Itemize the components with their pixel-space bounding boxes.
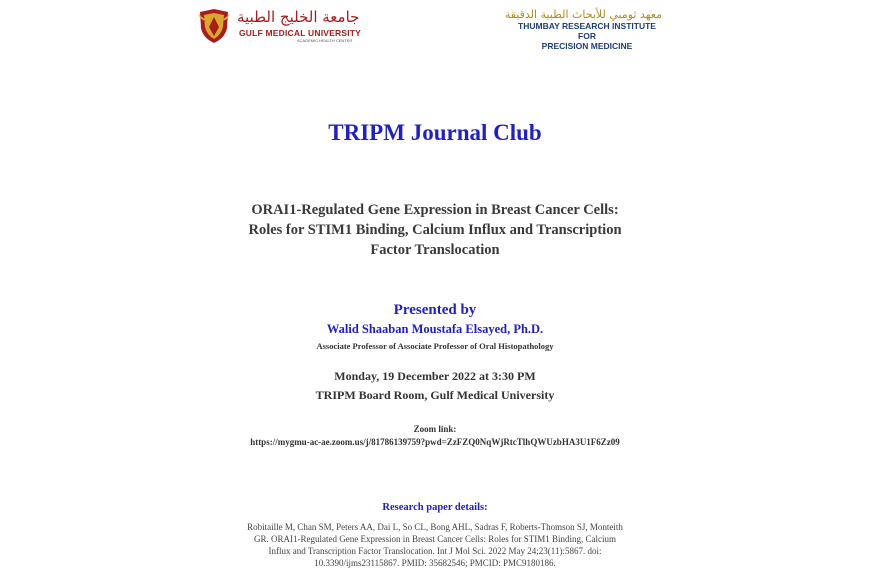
thumbay-name-line3: PRECISION MEDICINE bbox=[541, 41, 633, 51]
citation-line: Influx and Transcription Factor Translocation. Int J Mol Sci. 2022 May 24;23(11):5867. doi: bbox=[268, 546, 602, 556]
citation-line: 10.3390/ijms23115867. PMID: 35682546; PMCID: PMC9180186. bbox=[314, 558, 556, 568]
zoom-link-label: Zoom link: bbox=[413, 424, 457, 434]
gmu-arabic-name: جامعة الخليج الطبية bbox=[237, 8, 360, 26]
citation-line: GR. ORAI1-Regulated Gene Expression in Breast Cancer Cells: Roles for STIM1 Binding, Calcium bbox=[254, 534, 616, 544]
thumbay-institute-logo bbox=[504, 8, 662, 64]
presented-by-heading: Presented by bbox=[393, 302, 477, 318]
event-datetime: Monday, 19 December 2022 at 3:30 PM bbox=[334, 369, 536, 383]
thumbay-arabic-name: معهد ثومبي للأبحاث الطبية الدقيقة bbox=[504, 8, 662, 21]
university-crest-icon bbox=[197, 8, 231, 44]
zoom-link[interactable]: https://mygmu-ac-ae.zoom.us/j/81786139759?pwd=ZzFZQ0NqWjRtcTlhQWUzbHA3U1F6Zz09 bbox=[250, 437, 620, 447]
page-title: TRIPM Journal Club bbox=[328, 120, 542, 145]
gmu-english-name: GULF MEDICAL UNIVERSITY bbox=[239, 28, 362, 38]
presenter-name: Walid Shaaban Moustafa Elsayed, Ph.D. bbox=[326, 322, 544, 336]
event-venue: TRIPM Board Room, Gulf Medical University bbox=[315, 388, 555, 402]
paper-title-line3: Factor Translocation bbox=[370, 242, 500, 258]
gulf-medical-university-logo bbox=[197, 8, 372, 44]
thumbay-name-line1: THUMBAY RESEARCH INSTITUTE bbox=[518, 21, 656, 31]
paper-title-line2: Roles for STIM1 Binding, Calcium Influx and Transcription bbox=[248, 222, 622, 238]
presenter-role: Associate Professor of Associate Professor of Oral Histopathology bbox=[316, 341, 554, 351]
gmu-subtitle: ACADEMIC HEALTH CENTER bbox=[297, 38, 353, 43]
paper-title-line1: ORAI1-Regulated Gene Expression in Breast Cancer Cells: bbox=[251, 202, 619, 218]
citation-line: Robitaille M, Chan SM, Peters AA, Dai L, So CL, Bong AHL, Sadras F, Roberts-Thomson SJ, Monteith bbox=[247, 522, 623, 532]
research-details-heading: Research paper details: bbox=[382, 502, 488, 513]
thumbay-name-line2: FOR bbox=[578, 31, 596, 41]
